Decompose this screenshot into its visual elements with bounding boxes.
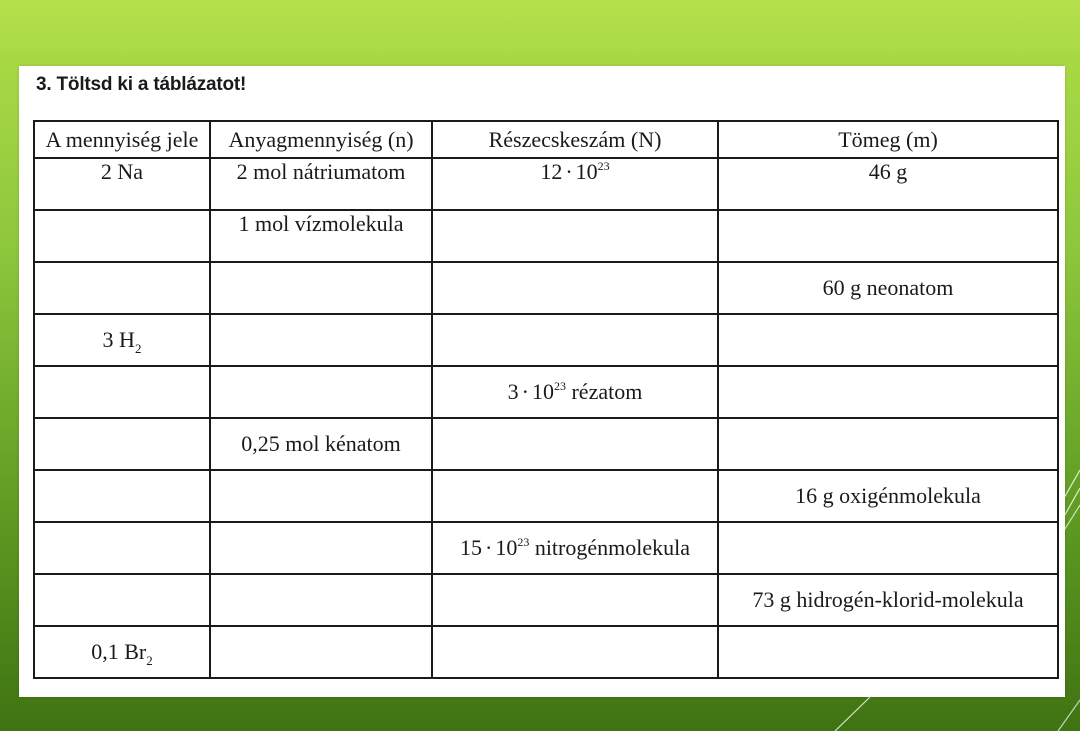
cell-mass[interactable] (718, 418, 1058, 470)
symbol-formula: 0,1 Br (91, 639, 147, 664)
particles-label: rézatom (571, 379, 643, 404)
cell-particles[interactable] (432, 626, 718, 678)
table-row (34, 470, 1058, 522)
cell-mass[interactable] (718, 470, 1058, 522)
table-row (34, 262, 1058, 314)
particles-mantissa: 12 (540, 159, 563, 184)
cell-amount[interactable] (210, 158, 432, 210)
cell-particles[interactable] (432, 522, 718, 574)
table-body (34, 158, 1058, 678)
task-title: 3. Töltsd ki a táblázatot! (36, 74, 247, 95)
cell-symbol[interactable] (34, 522, 210, 574)
cell-symbol[interactable] (34, 158, 210, 210)
cell-particles[interactable] (432, 210, 718, 262)
cell-amount[interactable] (210, 522, 432, 574)
cell-amount[interactable] (210, 574, 432, 626)
power-base: 10 (495, 535, 518, 560)
particles-mantissa: 15 (459, 535, 482, 560)
cell-mass[interactable] (718, 626, 1058, 678)
cell-mass[interactable] (718, 314, 1058, 366)
symbol-subscript: 2 (146, 653, 153, 668)
cell-symbol[interactable] (34, 366, 210, 418)
cell-particles[interactable] (432, 418, 718, 470)
cell-symbol[interactable] (34, 262, 210, 314)
table-header-row (34, 121, 1058, 158)
header-amount: Anyagmennyiség (n) (210, 121, 432, 158)
cell-amount[interactable] (210, 210, 432, 262)
header-symbol: A mennyiség jele (34, 121, 210, 158)
cell-symbol[interactable] (34, 626, 210, 678)
cell-amount[interactable] (210, 262, 432, 314)
cell-particles[interactable] (432, 574, 718, 626)
power-base: 10 (531, 379, 554, 404)
multiply-sign: · (484, 535, 493, 560)
cell-mass[interactable] (718, 522, 1058, 574)
power-base: 10 (575, 159, 598, 184)
cell-mass[interactable] (718, 262, 1058, 314)
table-row (34, 158, 1058, 210)
symbol-subscript: 2 (134, 341, 142, 356)
cell-amount[interactable] (210, 626, 432, 678)
particles-mantissa: 3 (507, 379, 519, 404)
cell-particles[interactable] (432, 366, 718, 418)
cell-symbol[interactable] (34, 210, 210, 262)
cell-amount[interactable] (210, 314, 432, 366)
cell-amount[interactable] (210, 470, 432, 522)
cell-amount[interactable] (210, 418, 432, 470)
power-exponent: 23 (553, 379, 566, 393)
header-mass: Tömeg (m) (718, 121, 1058, 158)
amount-text: 1 mol vízmolekula (238, 211, 404, 236)
cell-particles[interactable] (432, 262, 718, 314)
amount-text: 2 mol nátriumatom (236, 159, 406, 184)
particles-label: nitrogénmolekula (534, 535, 690, 560)
symbol-formula: 2 Na (100, 159, 144, 184)
header-particles: Részecskeszám (N) (432, 121, 718, 158)
mass-text: 73 g hidrogén-klorid-molekula (752, 587, 1024, 612)
cell-mass[interactable] (718, 210, 1058, 262)
cell-particles[interactable] (432, 470, 718, 522)
table-row (34, 418, 1058, 470)
table-row (34, 522, 1058, 574)
cell-symbol[interactable] (34, 574, 210, 626)
mass-text: 60 g neonatom (822, 275, 954, 300)
cell-mass[interactable] (718, 366, 1058, 418)
amount-text: 0,25 mol kénatom (241, 431, 401, 456)
mass-text: 46 g (868, 159, 908, 184)
cell-symbol[interactable] (34, 314, 210, 366)
worksheet (19, 66, 1065, 697)
fill-in-table (33, 120, 1059, 679)
power-exponent: 23 (597, 159, 610, 173)
table-row (34, 314, 1058, 366)
cell-amount[interactable] (210, 366, 432, 418)
cell-particles[interactable] (432, 314, 718, 366)
cell-mass[interactable] (718, 574, 1058, 626)
symbol-formula: 3 H (102, 327, 135, 352)
multiply-sign: · (521, 379, 529, 404)
cell-symbol[interactable] (34, 418, 210, 470)
cell-mass[interactable] (718, 158, 1058, 210)
table-row (34, 210, 1058, 262)
cell-symbol[interactable] (34, 470, 210, 522)
mass-text: 16 g oxigénmolekula (795, 483, 981, 508)
power-exponent: 23 (517, 535, 530, 549)
table-row (34, 574, 1058, 626)
multiply-sign: · (565, 159, 573, 184)
table-row (34, 366, 1058, 418)
cell-particles[interactable] (432, 158, 718, 210)
table-row (34, 626, 1058, 678)
